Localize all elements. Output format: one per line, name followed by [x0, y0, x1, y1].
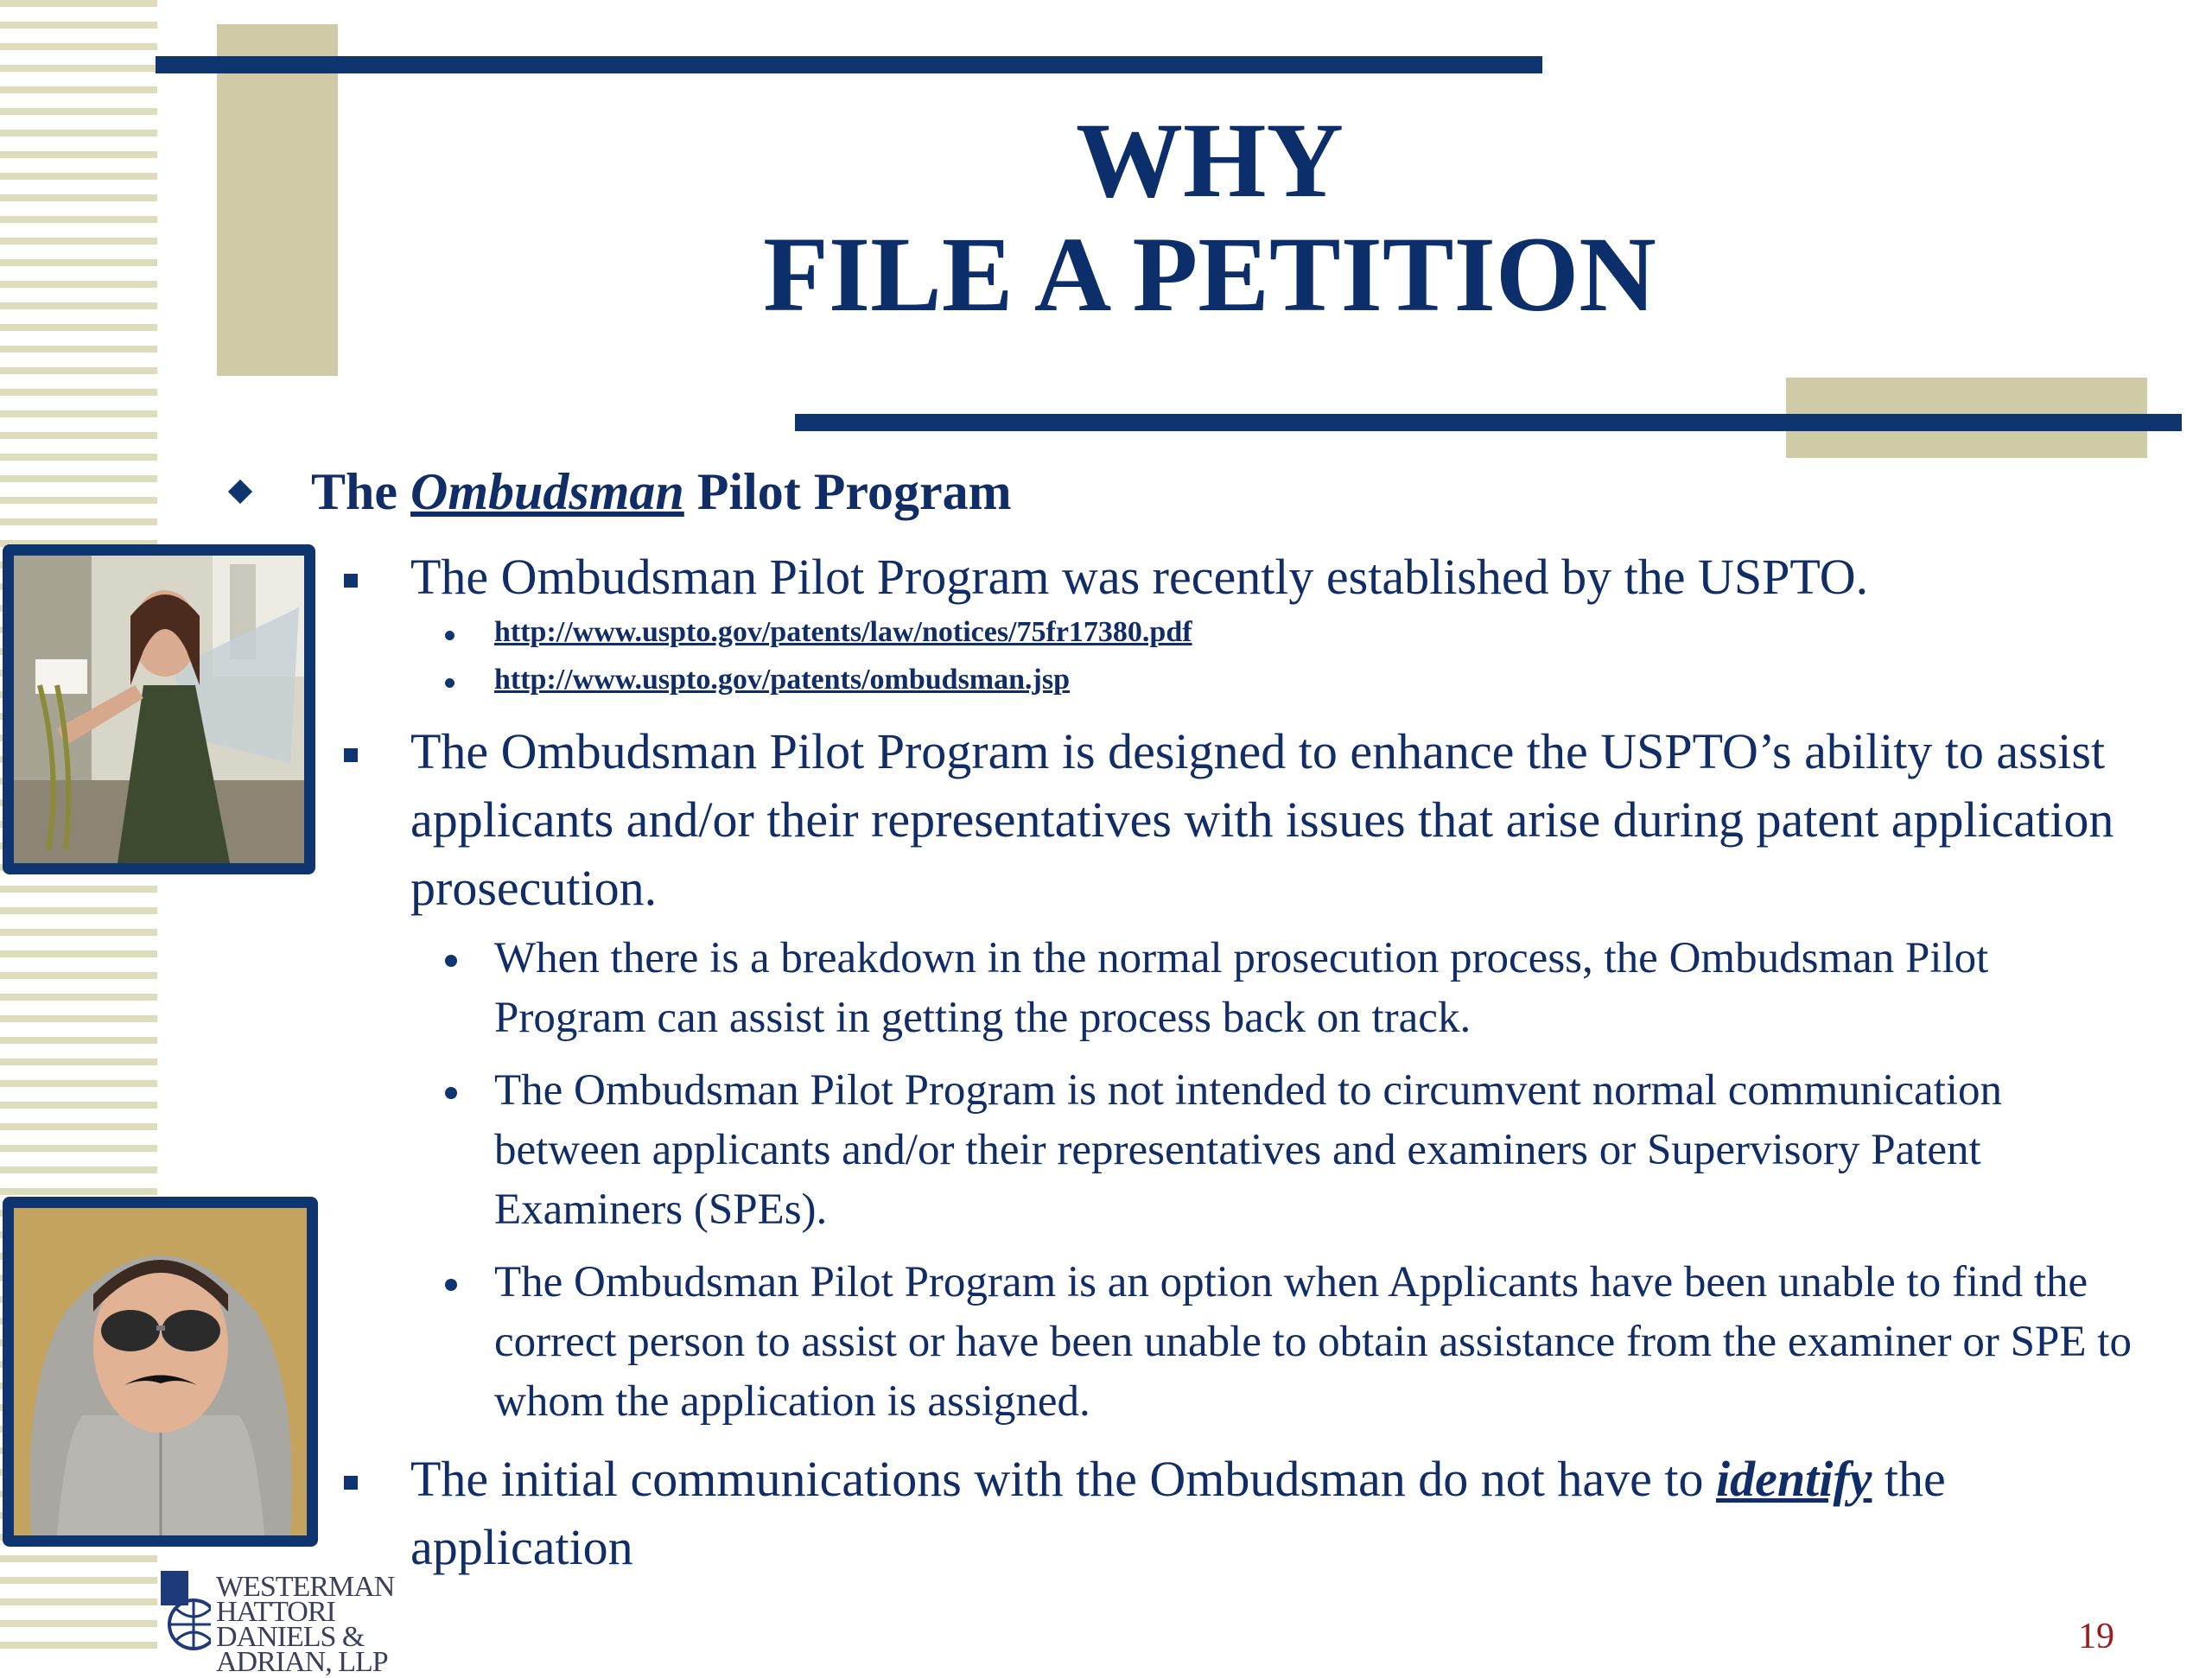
- sub-bullet-option: [494, 1253, 2162, 1432]
- logo-line-4: ADRIAN, LLP: [216, 1646, 388, 1678]
- bullet-identify-prefix: The initial communications with the Ombudsman do not have to: [410, 1451, 1716, 1507]
- square-bullet-icon: [344, 1476, 358, 1490]
- bullet-identify-suffix: the application: [410, 1451, 1946, 1575]
- man-hoodie-image: [14, 1208, 307, 1535]
- title-line-1: WHY: [1076, 101, 1344, 219]
- title-line-2: FILE A PETITION: [763, 215, 1656, 334]
- khaki-block-top-left: [217, 24, 338, 376]
- link-notice-pdf[interactable]: [494, 616, 1192, 649]
- link-ombudsman-page-text[interactable]: http://www.uspto.gov/patents/ombudsman.jsp: [494, 664, 1070, 696]
- sub-bullet-circumvent: [494, 1061, 2136, 1240]
- slide-title: [605, 101, 1815, 334]
- square-bullet-icon: [344, 748, 358, 762]
- bullet-identify: [410, 1445, 2147, 1581]
- bullet-identify-emphasis: identify: [1715, 1451, 1872, 1507]
- bullet-designed: [410, 717, 2147, 922]
- woman-costume-image: [14, 556, 304, 863]
- logo-line-1: WESTERMAN: [216, 1571, 395, 1603]
- link-notice-pdf-text[interactable]: http://www.uspto.gov/patents/law/notices/75fr17380.pdf: [494, 616, 1192, 648]
- logo-line-2: HATTORI: [216, 1596, 335, 1628]
- globe-logo-icon: [161, 1571, 211, 1657]
- dot-bullet-icon: [445, 678, 454, 688]
- sub-bullet-option-text: The Ombudsman Pilot Program is an option when Applicants have been unable to find the correct person to assist or have been unable to obtain assistance from the examiner or SPE to whom the application is assigned.: [494, 1258, 2132, 1426]
- bullet-established-text: The Ombudsman Pilot Program was recently established by the USPTO.: [410, 549, 1869, 605]
- dot-bullet-icon: [445, 955, 457, 967]
- photo-man-hoodie: [3, 1197, 318, 1547]
- bullet-designed-text: The Ombudsman Pilot Program is designed to enhance the USPTO’s ability to assist applicants and/or their representatives with issues that arise during patent application prosecution.: [410, 723, 2114, 916]
- title-underline-rule: [795, 414, 2182, 431]
- heading-bullet: [311, 462, 1012, 522]
- photo-man-hoodie-image: [14, 1208, 307, 1535]
- heading-emphasis: Ombudsman: [410, 463, 684, 520]
- diamond-bullet-icon: [228, 480, 252, 504]
- dot-bullet-icon: [445, 1087, 457, 1099]
- logo-wordmark: [216, 1571, 395, 1678]
- square-bullet-icon: [344, 574, 358, 588]
- bullet-established: [410, 543, 2121, 611]
- top-rule: [156, 56, 1542, 73]
- link-ombudsman-page[interactable]: [494, 664, 1070, 696]
- heading-suffix: Pilot Program: [683, 463, 1012, 520]
- photo-woman-costume-image: [14, 556, 304, 863]
- dot-bullet-icon: [445, 631, 454, 640]
- firm-logo: [161, 1571, 420, 1678]
- dot-bullet-icon: [445, 1279, 457, 1291]
- page-number: 19: [2078, 1617, 2114, 1656]
- sub-bullet-breakdown-text: When there is a breakdown in the normal prosecution process, the Ombudsman Pilot Program can assist in getting the process back on track.: [494, 934, 1989, 1042]
- heading-prefix: The: [311, 463, 411, 520]
- sub-bullet-breakdown: [494, 929, 2136, 1048]
- photo-woman-costume: [3, 544, 315, 874]
- sub-bullet-circumvent-text: The Ombudsman Pilot Program is not intended to circumvent normal communication between applicants and/or their representatives and examiners or Supervisory Patent Examiners (SPEs).: [494, 1066, 2003, 1234]
- logo-line-3: DANIELS &: [216, 1621, 365, 1653]
